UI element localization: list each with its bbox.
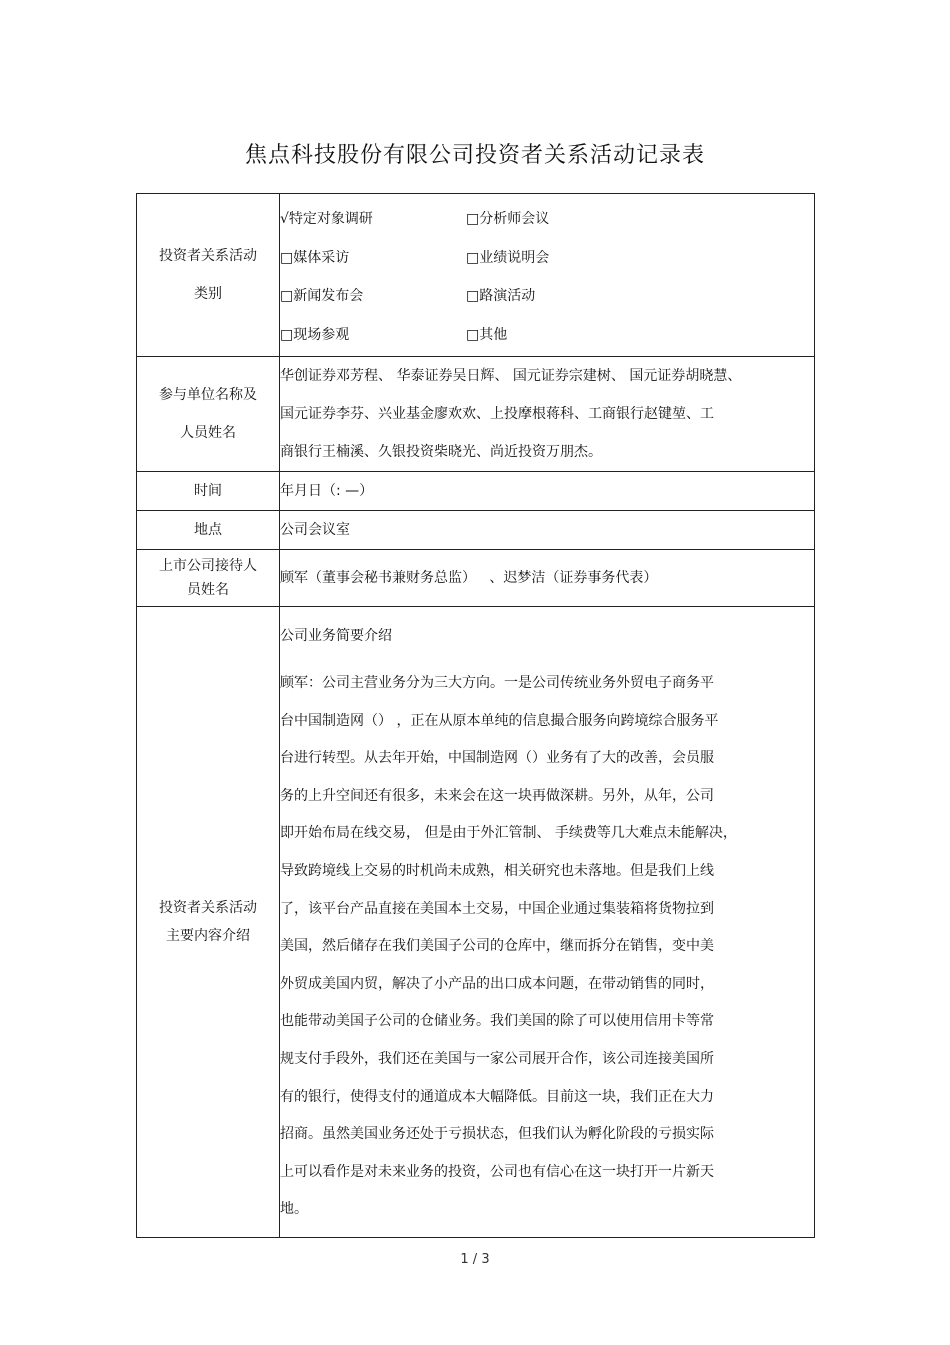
- time-value: 年月日（: —）: [280, 472, 815, 511]
- content-line: 台中国制造网（） ，正在从原本单纯的信息撮合服务向跨境综合服务平: [280, 712, 719, 729]
- content-line: 务的上升空间还有很多，未来会在这一块再做深耕。另外，从年，公司: [280, 787, 714, 804]
- content-line: 即开始布局在线交易， 但是由于外汇管制、 手续费等几大难点未能解决，: [280, 825, 737, 842]
- participants-label: 参与单位名称及 人员姓名: [137, 357, 280, 472]
- content-heading: 公司业务简要介绍: [280, 628, 392, 644]
- row-reception: [137, 550, 815, 607]
- content-line: 导致跨境线上交易的时机尚未成熟，相关研究也未落地。但是我们上线: [280, 862, 714, 879]
- content-line: 地。: [280, 1201, 308, 1218]
- content-line: 台进行转型。从去年开始，中国制造网（）业务有了大的改善，会员服: [280, 750, 714, 767]
- content-line: 有的银行，使得支付的通道成本大幅降低。目前这一块，我们正在大力: [280, 1088, 714, 1105]
- content-line: 美国，然后储存在我们美国子公司的仓库中，继而拆分在销售，变中美: [280, 938, 714, 955]
- location-value: 公司会议室: [280, 511, 815, 550]
- content-line: 顾军：公司主营业务分为三大方向。一是公司传统业务外贸电子商务平: [280, 675, 714, 691]
- main-content-value: [280, 607, 815, 1238]
- option-press-conference[interactable]: □新闻发布会: [280, 288, 364, 304]
- option-earnings-briefing[interactable]: □业绩说明会: [466, 249, 550, 266]
- content-line: 招商。虽然美国业务还处于亏损状态，但我们认为孵化阶段的亏损实际: [280, 1126, 714, 1143]
- page-number: 1 / 3: [460, 1252, 490, 1267]
- option-other[interactable]: □其他: [466, 326, 508, 343]
- content-line: 上可以看作是对未来业务的投资，公司也有信心在这一块打开一片新天: [280, 1163, 714, 1180]
- document-title: 焦点科技股份有限公司投资者关系活动记录表: [244, 143, 705, 168]
- option-analyst-meeting[interactable]: □分析师会议: [466, 211, 550, 227]
- location-label: 地点: [137, 511, 280, 550]
- reception-value: 顾军（董事会秘书兼财务总监） 、迟梦洁（证券事务代表）: [280, 550, 815, 607]
- participants-value: [280, 357, 815, 472]
- content-line: 规支付手段外，我们还在美国与一家公司展开合作，该公司连接美国所: [280, 1050, 714, 1067]
- row-activity-type: [137, 194, 815, 357]
- option-specific-research[interactable]: √特定对象调研: [280, 211, 373, 227]
- main-content-label: 投资者关系活动 主要内容介绍: [137, 607, 280, 1238]
- row-location: [137, 511, 815, 550]
- content-paragraph: [280, 665, 750, 1229]
- option-roadshow[interactable]: □路演活动: [466, 288, 536, 304]
- participants-line: 华创证券邓芳程、 华泰证券吴日辉、 国元证券宗建树、 国元证券胡晓慧、: [280, 368, 742, 384]
- row-time: [137, 472, 815, 511]
- activity-type-label: 投资者关系活动 类别: [137, 194, 280, 357]
- content-line: 也能带动美国子公司的仓储业务。我们美国的除了可以使用信用卡等常: [280, 1013, 714, 1030]
- row-participants: [137, 357, 815, 472]
- participants-line: 国元证券李芬、兴业基金廖欢欢、上投摩根蒋科、工商银行赵键堃、工: [280, 406, 714, 422]
- reception-label: 上市公司接待人 员姓名: [137, 550, 280, 607]
- option-site-visit[interactable]: □现场参观: [280, 326, 350, 343]
- activity-type-options: [280, 194, 815, 357]
- row-main-content: [137, 607, 815, 1238]
- activity-record-table: [136, 193, 815, 1238]
- content-line: 了，该平台产品直接在美国本土交易，中国企业通过集装箱将货物拉到: [280, 900, 714, 917]
- content-line: 外贸成美国内贸，解决了小产品的出口成本问题，在带动销售的同时，: [280, 975, 714, 992]
- time-label: 时间: [137, 472, 280, 511]
- participants-line: 商银行王楠溪、久银投资柴晓光、尚近投资万朋杰。: [280, 444, 602, 460]
- option-media-interview[interactable]: □媒体采访: [280, 249, 350, 266]
